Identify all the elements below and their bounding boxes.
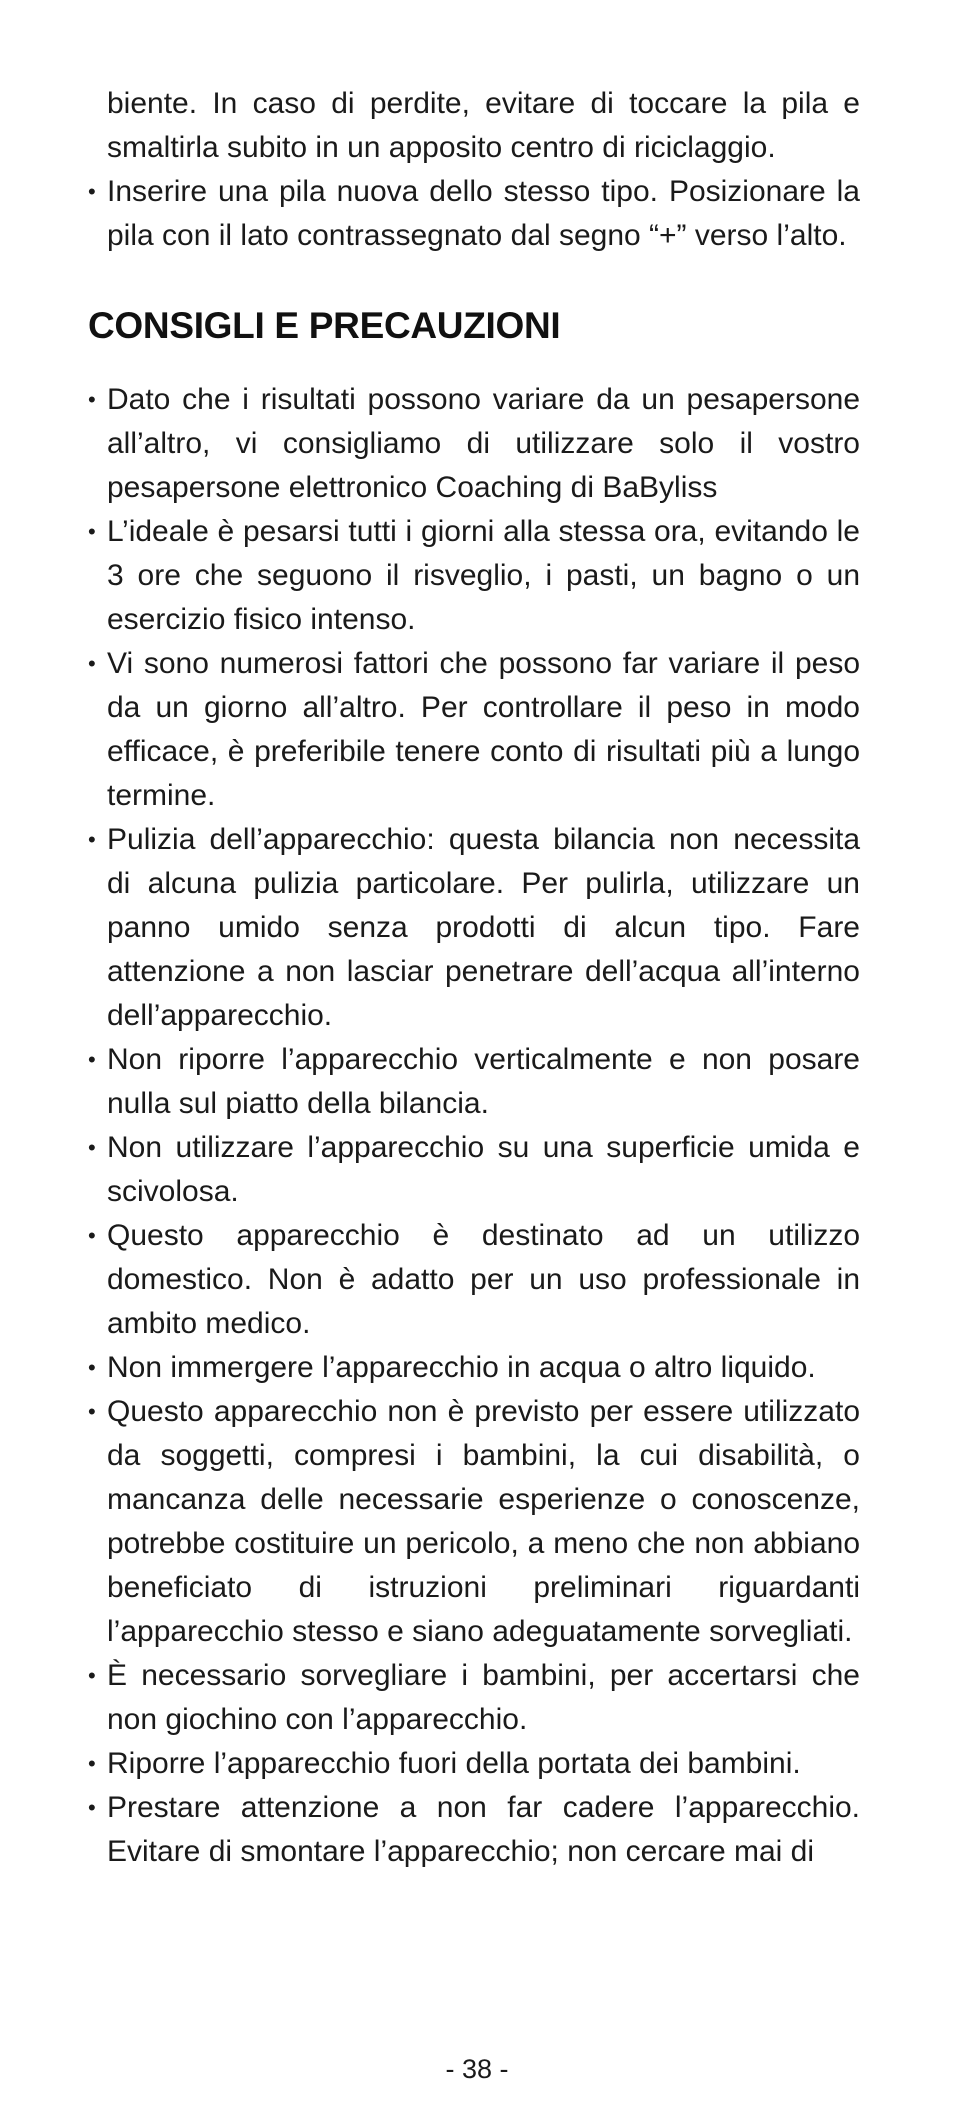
bullet-icon: • <box>88 1223 96 1248</box>
list-item-text: Non immergere l’apparecchio in acqua o altro liquido. <box>107 1351 816 1384</box>
bullet-icon: • <box>88 179 96 204</box>
list-item <box>88 378 860 510</box>
intro-paragraph: biente. In caso di perdite, evitare di toccare la pila e smaltirla subito in un apposito centro di riciclaggio. <box>107 87 860 164</box>
intro-block <box>88 82 860 258</box>
list-item <box>88 1126 860 1214</box>
list-item-text: Non riporre l’apparecchio verticalmente e non posare nulla sul piatto della bilancia. <box>107 1043 860 1120</box>
bullet-icon: • <box>88 1047 96 1072</box>
section-title: CONSIGLI E PRECAUZIONI <box>88 305 561 346</box>
list-item-text: Vi sono numerosi fattori che possono far variare il peso da un giorno all’altro. Per controllare il peso in modo efficace, è preferibile tenere conto di risultati più a lungo termine. <box>107 647 860 812</box>
list-item-text: Non utilizzare l’apparecchio su una superficie umida e scivolosa. <box>107 1131 860 1208</box>
intro-bullet-list <box>88 170 860 258</box>
list-item <box>88 642 860 818</box>
list-item <box>88 818 860 1038</box>
list-item <box>88 510 860 642</box>
list-item-text: Questo apparecchio non è previsto per essere utilizzato da soggetti, compresi i bambini, la cui disabilità, o mancanza delle necessarie esperienze o conoscenze, potrebbe costituire un pericolo, a meno che non abbiano beneficiato di istruzioni preliminari riguardanti l’apparecchio stesso e siano adeguatamente sorvegliati. <box>107 1395 860 1648</box>
list-item <box>88 170 860 258</box>
bullet-icon: • <box>88 827 96 852</box>
list-item-text: Riporre l’apparecchio fuori della portata dei bambini. <box>107 1747 801 1780</box>
bullet-icon: • <box>88 1135 96 1160</box>
bullet-icon: • <box>88 1751 96 1776</box>
list-item-text: Dato che i risultati possono variare da un pesapersone all’altro, vi consigliamo di utilizzare solo il vostro pesapersone elettronico Coaching di BaByliss <box>107 383 860 504</box>
list-item-text: Questo apparecchio è destinato ad un utilizzo domestico. Non è adatto per un uso professionale in ambito medico. <box>107 1219 860 1340</box>
precautions-bullet-list <box>88 378 860 1874</box>
list-item <box>88 1742 860 1786</box>
list-item-text: Inserire una pila nuova dello stesso tipo. Posizionare la pila con il lato contrassegnato dal segno “+” verso l’alto. <box>107 175 860 252</box>
bullet-icon: • <box>88 1399 96 1424</box>
list-item-text: Prestare attenzione a non far cadere l’apparecchio. Evitare di smontare l’apparecchio; non cercare mai di <box>107 1791 860 1868</box>
list-item-text: È necessario sorvegliare i bambini, per accertarsi che non giochino con l’apparecchio. <box>107 1659 860 1736</box>
bullet-icon: • <box>88 1663 96 1688</box>
bullet-icon: • <box>88 1795 96 1820</box>
bullet-icon: • <box>88 519 96 544</box>
page-content <box>88 82 860 1874</box>
list-item <box>88 1038 860 1126</box>
bullet-icon: • <box>88 1355 96 1380</box>
list-item <box>88 1346 860 1390</box>
list-item-text: Pulizia dell’apparecchio: questa bilancia non necessita di alcuna pulizia particolare. Per pulirla, utilizzare un panno umido senza prodotti di alcun tipo. Fare attenzione a non lasciar penetrare dell’acqua all’interno dell’apparecchio. <box>107 823 860 1032</box>
list-item <box>88 1786 860 1874</box>
list-item-text: L’ideale è pesarsi tutti i giorni alla stessa ora, evitando le 3 ore che seguono il risveglio, i pasti, un bagno o un esercizio fisico intenso. <box>107 515 860 636</box>
list-item <box>88 1654 860 1742</box>
bullet-icon: • <box>88 387 96 412</box>
bullet-icon: • <box>88 651 96 676</box>
page-number: - 38 - <box>445 2054 509 2084</box>
list-item <box>88 1214 860 1346</box>
list-item <box>88 1390 860 1654</box>
